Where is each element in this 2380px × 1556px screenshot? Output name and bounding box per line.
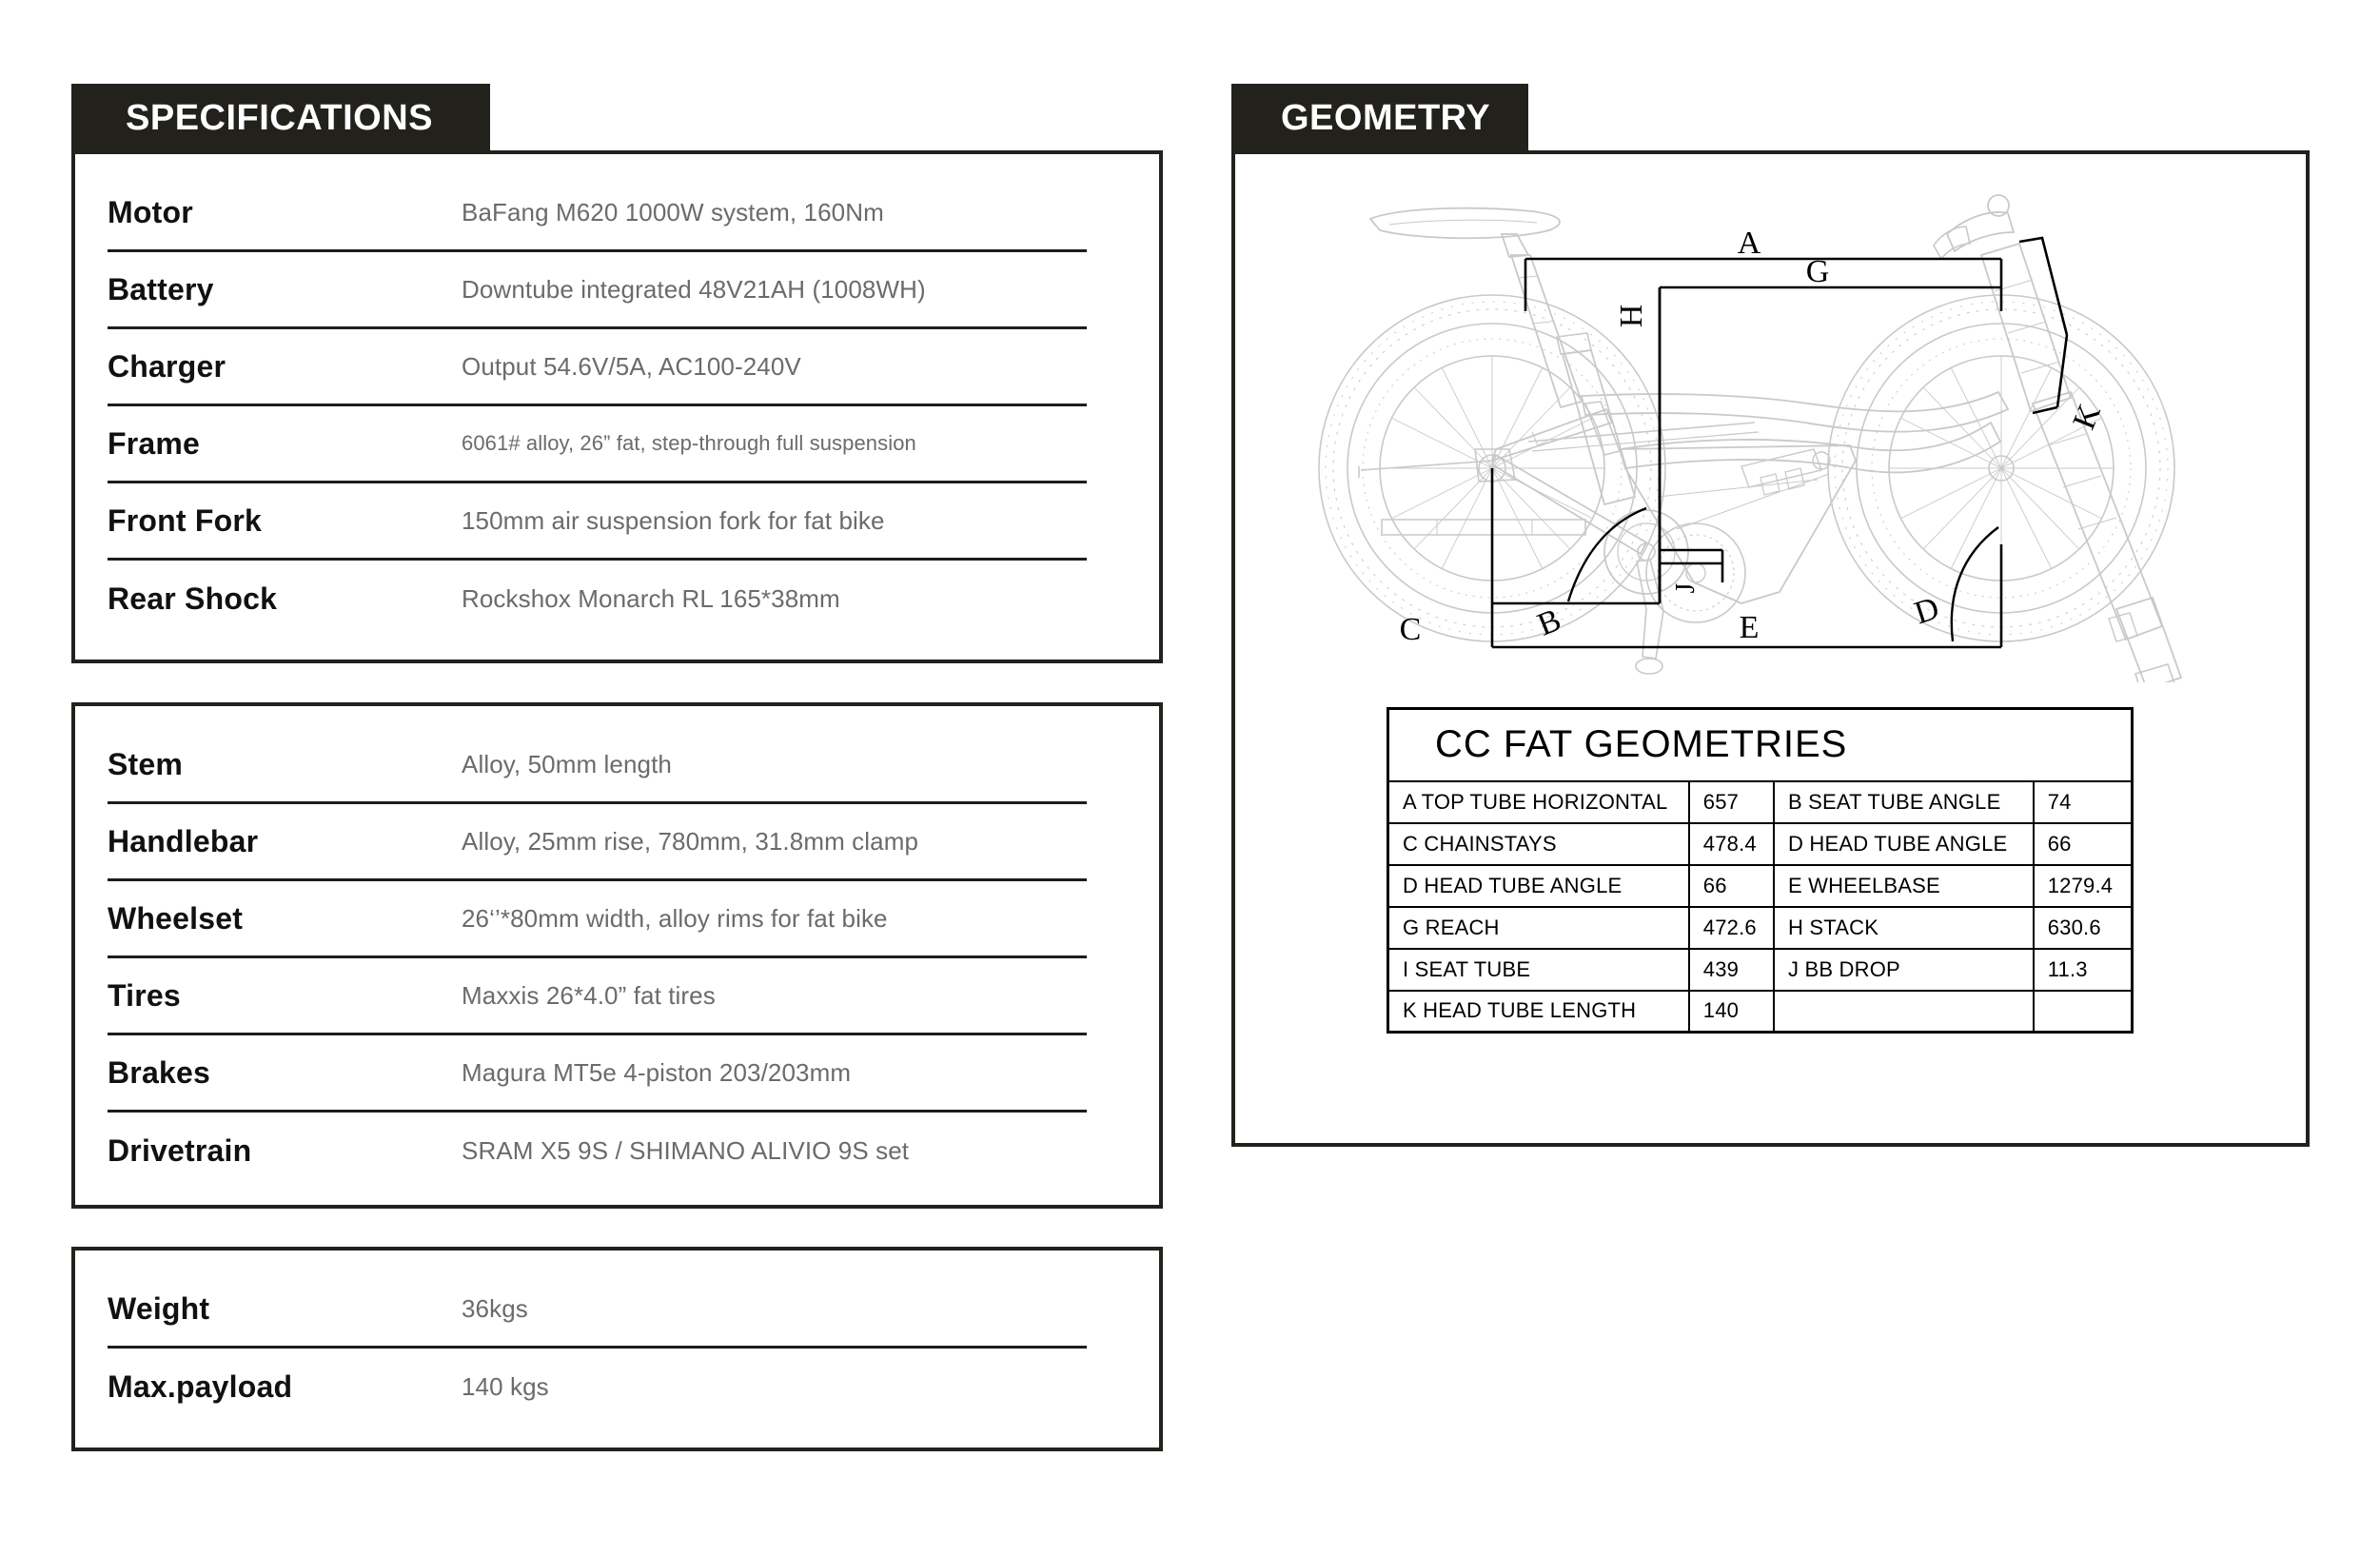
spec-value: 150mm air suspension fork for fat bike <box>462 505 885 535</box>
table-row <box>1388 991 2133 1033</box>
geom-value: 478.4 <box>1689 823 1774 865</box>
geom-name: C CHAINSTAYS <box>1388 823 1689 865</box>
specifications-panel-drivetrain-core <box>71 150 1163 663</box>
dim-label-c: C <box>1399 612 1422 647</box>
dim-label-a: A <box>1737 226 1761 261</box>
table-title-row <box>1388 709 2133 781</box>
spec-label: Frame <box>108 425 201 461</box>
spec-row <box>108 406 1087 483</box>
geom-value: 439 <box>1689 949 1774 991</box>
dim-label-h: H <box>1614 304 1649 328</box>
table-row <box>1388 781 2133 823</box>
geom-name: H STACK <box>1774 907 2034 949</box>
spec-row <box>108 175 1087 252</box>
spec-label: Handlebar <box>108 823 259 858</box>
stem <box>1947 212 2014 251</box>
spec-row <box>108 561 1087 638</box>
geom-name: A TOP TUBE HORIZONTAL <box>1388 781 1689 823</box>
geom-value: 11.3 <box>2034 949 2133 991</box>
geometry-table-title: CC FAT GEOMETRIES <box>1388 709 2133 781</box>
dim-label-j: J <box>1671 582 1701 594</box>
rear-shock-body <box>1382 520 1585 535</box>
spec-row-group <box>108 1271 1087 1448</box>
dim-k-bracket-top <box>2019 238 2067 335</box>
spec-value: SRAM X5 9S / SHIMANO ALIVIO 9S set <box>462 1136 910 1165</box>
spec-value: Output 54.6V/5A, AC100-240V <box>462 351 801 381</box>
geom-name: D HEAD TUBE ANGLE <box>1388 865 1689 907</box>
spec-row-group <box>108 175 1087 660</box>
spec-value: 36kgs <box>462 1293 528 1323</box>
geometry-table <box>1387 707 2134 1034</box>
dim-label-d: D <box>1910 590 1944 632</box>
geom-name: B SEAT TUBE ANGLE <box>1774 781 2034 823</box>
spec-row <box>108 958 1087 1035</box>
dimension-lines <box>1492 238 2067 647</box>
spec-label: Stem <box>108 746 184 781</box>
geom-name: J BB DROP <box>1774 949 2034 991</box>
spec-label: Wheelset <box>108 900 244 936</box>
spec-value: Alloy, 25mm rise, 780mm, 31.8mm clamp <box>462 826 919 856</box>
geom-name <box>1774 991 2034 1033</box>
geom-value: 657 <box>1689 781 1774 823</box>
bike-geometry-diagram <box>1247 164 2293 682</box>
geom-value: 66 <box>1689 865 1774 907</box>
brake-lever <box>1934 227 1970 259</box>
geometry-section-tab <box>1231 84 1528 152</box>
table-row <box>1388 949 2133 991</box>
spec-row <box>108 252 1087 329</box>
chainstay <box>1492 455 1646 554</box>
spec-value: Downtube integrated 48V21AH (1008WH) <box>462 274 926 304</box>
controller-cover <box>1741 449 1821 487</box>
spec-value: Rockshox Monarch RL 165*38mm <box>462 584 840 613</box>
spec-row-group <box>108 727 1087 1205</box>
spec-value: Alloy, 50mm length <box>462 749 672 778</box>
geom-value: 1279.4 <box>2034 865 2133 907</box>
spec-label: Weight <box>108 1290 210 1326</box>
spec-label: Motor <box>108 194 193 229</box>
chainring <box>1646 523 1745 622</box>
specifications-section-tab <box>71 84 490 152</box>
dim-label-b: B <box>1532 601 1566 643</box>
spec-value: 140 kgs <box>462 1372 549 1401</box>
spec-row <box>108 1349 1087 1426</box>
geom-value: 74 <box>2034 781 2133 823</box>
geom-value: 472.6 <box>1689 907 1774 949</box>
spec-value: 26‘’*80mm width, alloy rims for fat bike <box>462 903 888 933</box>
geom-name: G REACH <box>1388 907 1689 949</box>
top-tube <box>1582 392 2008 432</box>
spec-value: BaFang M620 1000W system, 160Nm <box>462 197 884 227</box>
dim-label-e: E <box>1739 610 1760 645</box>
pedal <box>1636 659 1662 674</box>
spec-row <box>108 727 1087 804</box>
geom-value: 630.6 <box>2034 907 2133 949</box>
spec-label: Brakes <box>108 1054 210 1090</box>
spec-row <box>108 1113 1087 1190</box>
geom-value: 66 <box>2034 823 2133 865</box>
spec-row <box>108 483 1087 561</box>
table-row <box>1388 907 2133 949</box>
spec-row <box>108 329 1087 406</box>
spec-label: Max.payload <box>108 1369 293 1404</box>
spec-label: Tires <box>108 977 181 1013</box>
dim-label-g: G <box>1805 254 1830 289</box>
rear-rack-stay <box>1361 461 1494 470</box>
geom-value: 140 <box>1689 991 1774 1033</box>
dim-d-arc <box>1952 527 1998 641</box>
table-row <box>1388 865 2133 907</box>
geometry-title: GEOMETRY <box>1281 97 1491 138</box>
spec-row <box>108 881 1087 958</box>
geometry-panel <box>1231 150 2310 1147</box>
dim-k-bracket-bottom <box>2033 407 2057 413</box>
spec-label: Charger <box>108 348 226 384</box>
spec-value: Maxxis 26*4.0” fat tires <box>462 980 716 1010</box>
geom-name: E WHEELBASE <box>1774 865 2034 907</box>
geom-name: D HEAD TUBE ANGLE <box>1774 823 2034 865</box>
fork-dropout <box>2135 664 2179 682</box>
spec-label: Battery <box>108 271 214 306</box>
specifications-panel-components <box>71 702 1163 1209</box>
geom-name: I SEAT TUBE <box>1388 949 1689 991</box>
specifications-title: SPECIFICATIONS <box>126 97 433 138</box>
spec-label: Rear Shock <box>108 581 278 616</box>
spec-value: Magura MT5e 4-piston 203/203mm <box>462 1057 852 1087</box>
spec-row <box>108 804 1087 881</box>
dim-label-k: K <box>2066 399 2109 435</box>
geom-name: K HEAD TUBE LENGTH <box>1388 991 1689 1033</box>
specifications-panel-weights <box>71 1247 1163 1451</box>
spec-row <box>108 1271 1087 1349</box>
spec-value: 6061# alloy, 26” fat, step-through full suspension <box>462 431 916 455</box>
table-row <box>1388 823 2133 865</box>
spec-label: Drivetrain <box>108 1133 252 1168</box>
geom-value <box>2034 991 2133 1033</box>
spec-row <box>108 1035 1087 1113</box>
spec-label: Front Fork <box>108 502 262 538</box>
